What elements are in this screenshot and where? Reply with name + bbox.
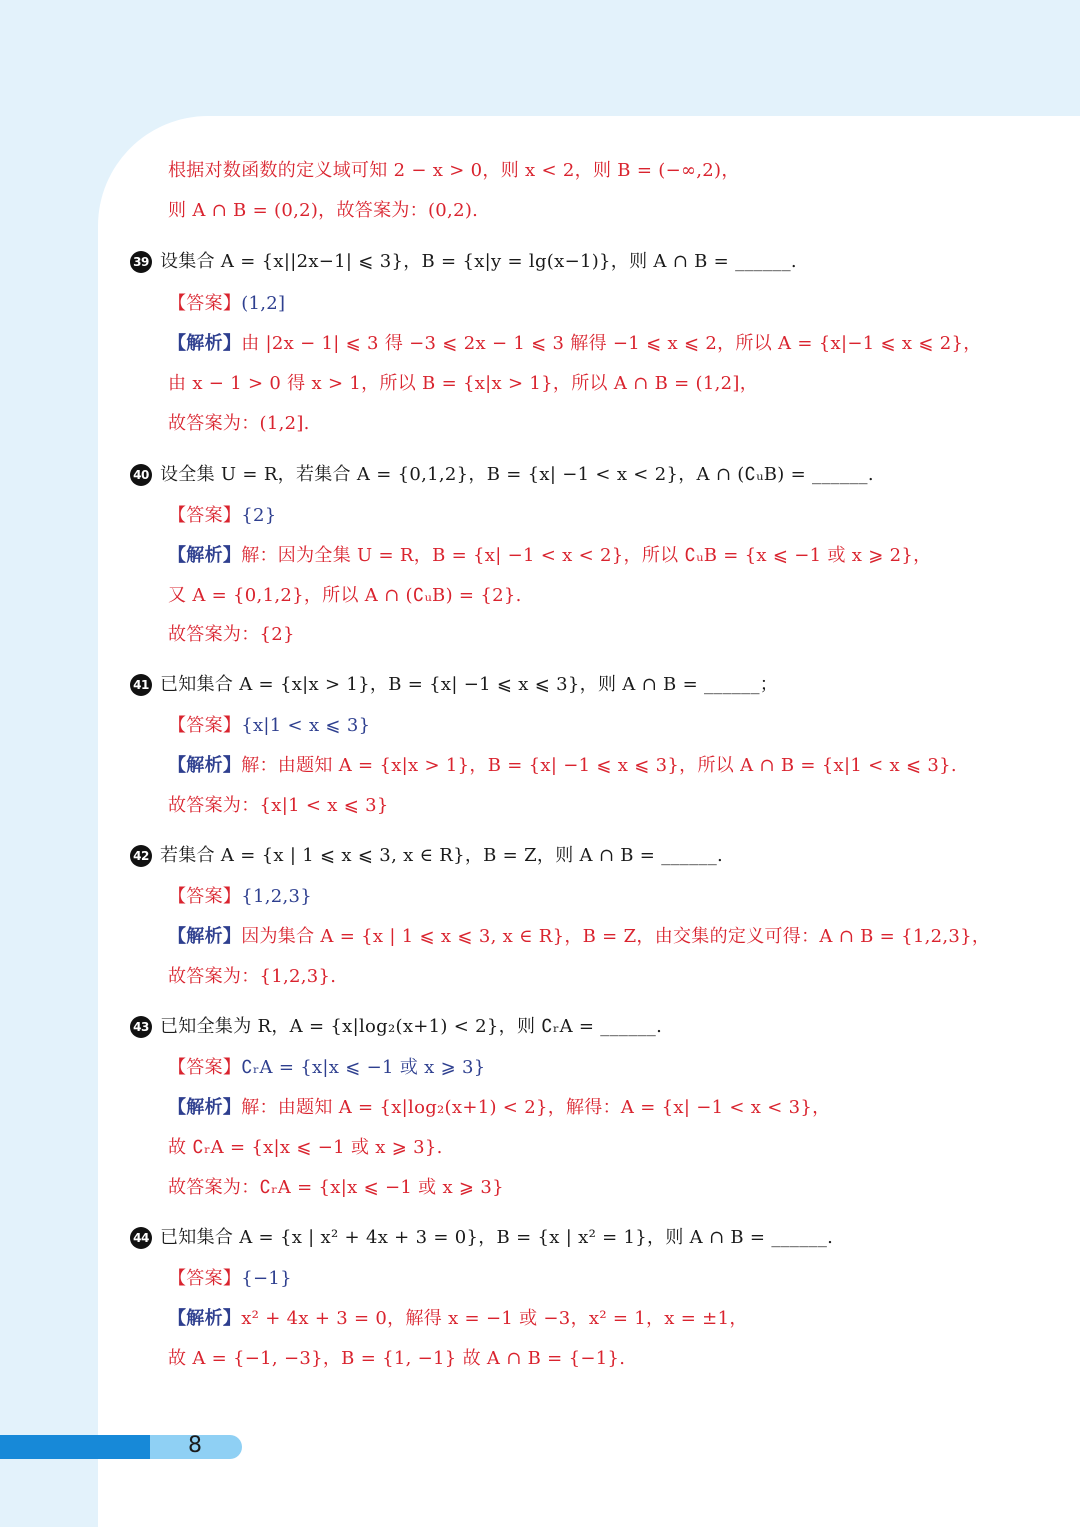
question-number-badge: 44 [130, 1227, 152, 1249]
line-content: 故 A = {−1, −3}，B = {1, −1} 故 A ∩ B = {−1}. [168, 1348, 626, 1369]
analysis-label: 【解析】 [168, 333, 242, 354]
line-content: 故 ∁ᵣA = {x|x ⩽ −1 或 x ⩾ 3}. [168, 1137, 443, 1158]
solution-text [168, 411, 310, 437]
question-number-badge: 42 [130, 845, 152, 867]
answer-label: 【答案】 [168, 886, 242, 907]
question-text [160, 843, 723, 869]
line-content: 因为集合 A = {x | 1 ⩽ x ⩽ 3, x ∈ R}，B = Z，由交集的定义可得：A ∩ B = {1,2,3}， [241, 926, 991, 947]
line-content: 已知集合 A = {x|x > 1}，B = {x| −1 ⩽ x ⩽ 3}，则 A ∩ B = ______； [160, 674, 779, 695]
line-content: {1,2,3} [241, 886, 313, 907]
analysis-label: 【解析】 [168, 1097, 242, 1118]
solution-text [168, 1346, 625, 1372]
line-content: {−1} [241, 1268, 292, 1289]
answer-label: 【答案】 [168, 1057, 242, 1078]
line-content: 又 A = {0,1,2}，所以 A ∩ (∁ᵤB) = {2}. [168, 585, 522, 606]
answer-label: 【答案】 [168, 715, 242, 736]
answer-label: 【答案】 [168, 293, 242, 314]
analysis-line [168, 753, 957, 779]
answer-line [168, 713, 370, 739]
line-content: 解：由题知 A = {x|log₂(x+1) < 2}，解得：A = {x| −1 < x < 3}， [241, 1097, 831, 1118]
line-content: {x|1 < x ⩽ 3} [241, 715, 371, 736]
question-number-badge: 43 [130, 1016, 152, 1038]
line-content: x² + 4x + 3 = 0，解得 x = −1 或 −3，x² = 1，x = ±1， [241, 1308, 748, 1329]
line-content: 则 A ∩ B = (0,2)，故答案为：(0,2). [168, 200, 479, 221]
analysis-label: 【解析】 [168, 926, 242, 947]
answer-line [168, 1266, 292, 1292]
page-number: 8 [188, 1433, 202, 1458]
line-content: ∁ᵣA = {x|x ⩽ −1 或 x ⩾ 3} [241, 1057, 486, 1078]
line-content: 解：由题知 A = {x|x > 1}，B = {x| −1 ⩽ x ⩽ 3}，所以 A ∩ B = {x|1 < x ⩽ 3}. [241, 755, 957, 776]
solution-text [168, 1135, 443, 1161]
question-text [160, 1014, 662, 1040]
line-content: (1,2] [241, 293, 286, 314]
solution-text [168, 371, 758, 397]
solution-text [168, 583, 522, 609]
line-content: 故答案为：{2} [168, 624, 295, 645]
page-footer-bar [0, 1435, 170, 1459]
question-number-badge: 41 [130, 674, 152, 696]
line-content: 若集合 A = {x | 1 ⩽ x ⩽ 3, x ∈ R}，B = Z，则 A ∩ B = ______. [160, 845, 724, 866]
question-text [160, 672, 778, 698]
line-content: 故答案为：{1,2,3}. [168, 966, 337, 987]
question-number-badge: 40 [130, 464, 152, 486]
analysis-label: 【解析】 [168, 755, 242, 776]
line-content: 已知全集为 R，A = {x|log₂(x+1) < 2}，则 ∁ᵣA = ______. [160, 1016, 663, 1037]
solution-text [168, 964, 336, 990]
analysis-line [168, 924, 990, 950]
analysis-label: 【解析】 [168, 545, 242, 566]
analysis-line [168, 331, 982, 357]
question-number-badge: 39 [130, 251, 152, 273]
line-content: 故答案为：(1,2]. [168, 413, 310, 434]
question-text [160, 249, 797, 275]
solution-text [168, 158, 740, 184]
line-content: 解：因为全集 U = R，B = {x| −1 < x < 2}，所以 ∁ᵤB = {x ⩽ −1 或 x ⩾ 2}， [241, 545, 932, 566]
line-content: 设集合 A = {x||2x−1| ⩽ 3}，B = {x|y = lg(x−1)}，则 A ∩ B = ______. [160, 251, 797, 272]
answer-line [168, 884, 312, 910]
answer-line [168, 503, 276, 529]
analysis-line [168, 543, 931, 569]
question-text [160, 462, 874, 488]
solution-text [168, 622, 295, 648]
answer-label: 【答案】 [168, 505, 242, 526]
answer-line [168, 1055, 486, 1081]
answer-label: 【答案】 [168, 1268, 242, 1289]
line-content: 故答案为：{x|1 < x ⩽ 3} [168, 795, 389, 816]
analysis-label: 【解析】 [168, 1308, 242, 1329]
line-content: 由 |2x − 1| ⩽ 3 得 −3 ⩽ 2x − 1 ⩽ 3 解得 −1 ⩽ x ⩽ 2，所以 A = {x|−1 ⩽ x ⩽ 2}， [241, 333, 982, 354]
solution-text [168, 198, 478, 224]
line-content: {2} [241, 505, 277, 526]
analysis-line [168, 1095, 830, 1121]
line-content: 根据对数函数的定义域可知 2 − x > 0，则 x < 2，则 B = (−∞,2)， [168, 160, 740, 181]
solution-text [168, 793, 389, 819]
line-content: 故答案为：∁ᵣA = {x|x ⩽ −1 或 x ⩾ 3} [168, 1177, 504, 1198]
answer-line [168, 291, 285, 317]
line-content: 设全集 U = R，若集合 A = {0,1,2}，B = {x| −1 < x < 2}，A ∩ (∁ᵤB) = ______. [160, 464, 874, 485]
line-content: 由 x − 1 > 0 得 x > 1，所以 B = {x|x > 1}，所以 A ∩ B = (1,2]， [168, 373, 758, 394]
solution-text [168, 1175, 504, 1201]
line-content: 已知集合 A = {x | x² + 4x + 3 = 0}，B = {x | x² = 1}，则 A ∩ B = ______. [160, 1227, 834, 1248]
analysis-line [168, 1306, 748, 1332]
question-text [160, 1225, 833, 1251]
